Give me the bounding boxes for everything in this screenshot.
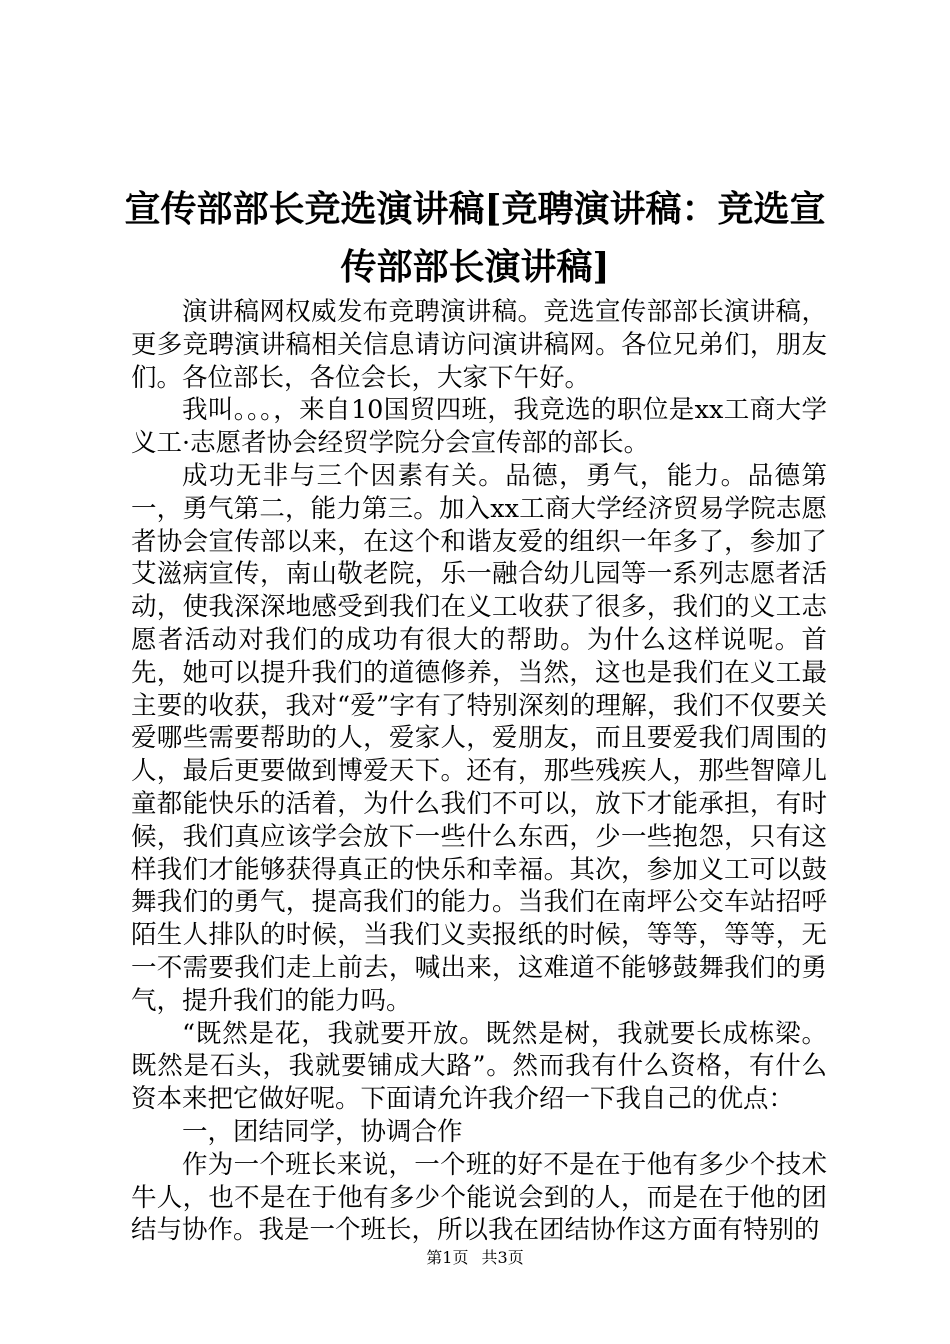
page-footer [0,1245,950,1268]
section-heading: 一，团结同学，协调合作 [182,1116,463,1147]
page-number: 第1页 [426,1248,469,1267]
document-body [131,296,827,1247]
paragraph: 我叫。。。，来自10国贸四班，我竞选的职位是xx工商大学义工·志愿者协会经贸学院分会宣传部的部长。 [131,395,827,459]
paragraph: 演讲稿网权威发布竞聘演讲稿。竞选宣传部部长演讲稿，更多竞聘演讲稿相关信息请访问演讲稿网。各位兄弟们，朋友们。各位部长，各位会长，大家下午好。 [131,297,827,393]
paragraph: 成功无非与三个因素有关。品德，勇气，能力。品德第一，勇气第二，能力第三。加入xx工商大学经济贸易学院志愿者协会宣传部以来，在这个和谐友爱的组织一年多了，参加了艾滋病宣传，南山敬老院，乐一融合幼儿园等一系列志愿者活动，使我深深地感受到我们在义工收获了很多，我们的义工志愿者活动对我们的成功有很大的帮助。为什么这样说呢。首先，她可以提升我们的道德修养，当然，这也是我们在义工最主要的收获，我对“爱”字有了特别深刻的理解，我们不仅要关爱哪些需要帮助的人，爱家人，爱朋友，而且要爱我们周围的人，最后更要做到博爱天下。还有，那些残疾人，那些智障儿童都能快乐的活着，为什么我们不可以，放下才能承担，有时候，我们真应该学会放下一些什么东西，少一些抱怨，只有这样我们才能够获得真正的快乐和幸福。其次，参加义工可以鼓舞我们的勇气，提高我们的能力。当我们在南坪公交车站招呼陌生人排队的时候，当我们义卖报纸的时候，等等，等等，无一不需要我们走上前去，喊出来，这难道不能够鼓舞我们的勇气，提升我们的能力吗。 [131,460,827,1016]
paragraph: “既然是花，我就要开放。既然是树，我就要长成栋梁。既然是石头，我就要铺成大路”。然而我有什么资格，有什么资本来把它做好呢。下面请允许我介绍一下我自己的优点： [131,1018,827,1115]
document-title: 宣传部部长竞选演讲稿[竞聘演讲稿：竞选宣传部部长演讲稿] [124,188,826,288]
paragraph: 作为一个班长来说，一个班的好不是在于他有多少个技术牛人，也不是在于他有多少个能说会到的人，而是在于他的团结与协作。我是一个班长，所以我在团结协作这方面有特别的 [131,1149,827,1246]
page-total: 共3页 [481,1248,524,1267]
